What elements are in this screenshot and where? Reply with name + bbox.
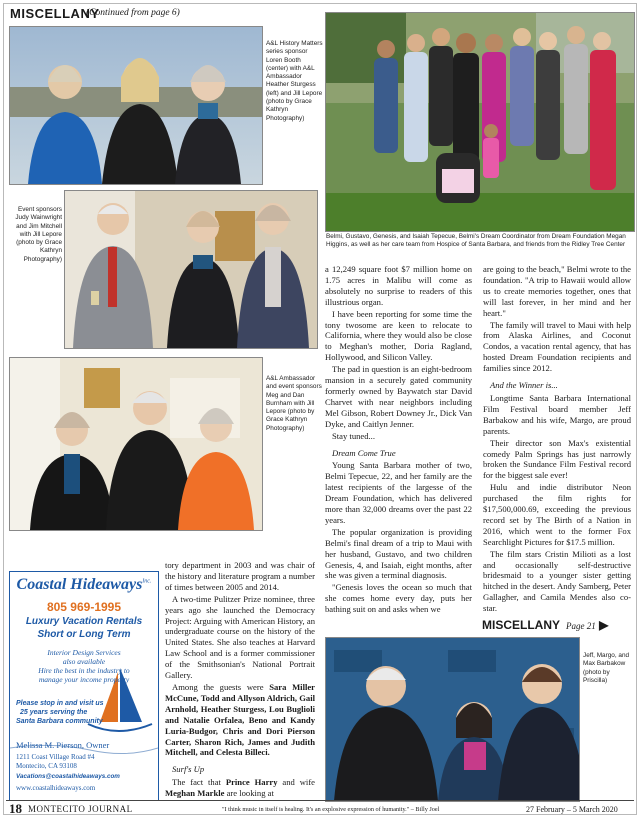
triangle-right-icon: ▶ [599, 618, 609, 632]
subhead-surfs-up: Surf's Up [172, 764, 205, 775]
ad-address1: 1211 Coast Village Road #4 [16, 753, 95, 761]
paragraph: "Genesis loves the ocean so much that she comes home every day, puts her bathing suit on and asks when we [325, 582, 472, 615]
ad-visit1: Please stop in and visit us [16, 700, 104, 707]
photo-burnham-lepore [9, 357, 263, 531]
article-col-middle [325, 264, 472, 616]
paragraph [165, 682, 315, 758]
photo-booth-sturgess-lepore [9, 26, 263, 185]
ad-script2: also available [62, 657, 106, 666]
ad-script1: Interior Design Services [47, 648, 121, 657]
paragraph: I have been reporting for some time the tony twosome are keen to relocate to California, where they would also be close to Meghan's mother, Doria Ragland, Hollywood, and Silicon Valley. [325, 308, 472, 363]
footer-page-number: 18 [9, 801, 22, 816]
continued-box[interactable] [482, 618, 608, 632]
caption-photo4: Belmi, Gustavo, Genesis, and Isaiah Tepecue, Belmi's Dream Coordinator from Dream Foundation Megan Higgins, as well as her care team from Hospice of Santa Barbara, and friends from the Ridley Tree Center [326, 233, 626, 249]
continued-note: (Continued from page 6) [86, 8, 180, 18]
text: and wife [282, 777, 315, 788]
paragraph: Their director son Max's existential comedy Palm Springs has just narrowly broken the Sundance Film Festival record for the biggest sale ever! [483, 437, 631, 481]
ad-phone[interactable]: 805 969-1995 [46, 600, 122, 614]
ad-brand [10, 576, 158, 594]
section-header: MISCELLANY [10, 6, 100, 21]
paragraph: are going to the beach," Belmi wrote to the foundation. "A trip to Hawaii would allow us to create memories together, ones that will last forever, in her mind and her heart." [483, 264, 631, 318]
paragraph [165, 777, 315, 799]
ad-line1: Luxury Vacation Rentals [25, 616, 143, 627]
footer-quote: "I think music in itself is healing. It's an explosive expression of humanity." – Billy Joel [222, 806, 440, 813]
subhead-dream-come-true: Dream Come True [332, 447, 396, 458]
subhead-winner: And the Winner is... [490, 380, 558, 391]
ad-web[interactable]: www.coastalhideaways.com [16, 784, 96, 792]
caption-photo3: A&L Ambassador and event sponsors Meg and Dan Burnham with Jill Lepore (photo by Grace Kathryn Photography) [266, 375, 322, 432]
paragraph: The film stars Cristin Milioti as a lost and occasionally self-destructive bridesmaid to a younger sister getting hitched in the desert. Andy Samberg, Peter Gallagher, and Camila Mendes also co-star. [483, 548, 631, 614]
name: Prince Harry [225, 777, 278, 788]
ad-visit3: Santa Barbara community [16, 718, 103, 725]
caption-photo5: Jeff, Margo, and Max Barbakow (photo by Priscilla) [583, 652, 630, 684]
ad-script4: manage your income property [38, 675, 130, 684]
ad-email[interactable]: Vacations@coastalhideaways.com [16, 773, 120, 780]
paragraph: Stay tuned... [332, 430, 375, 441]
article-col-right [483, 264, 631, 615]
ad-brand-name: Coastal Hideaways [16, 576, 143, 593]
continued-page: Page 21 [566, 621, 596, 631]
footer-publication: MONTECITO JOURNAL [28, 804, 133, 814]
ad-address2: Montecito, CA 93108 [16, 762, 77, 770]
caption-photo2: Event sponsors Judy Wainwright and Jim Mitchell with Jill Lepore (photo by Grace Kathryn Photography) [15, 206, 62, 263]
ad-script3: Hire the best in the industry to [38, 666, 130, 675]
photo-tepecue-family [325, 12, 635, 232]
photo-wainwright-mitchell-lepore [64, 190, 318, 349]
guests-list: Sara Miller McCune, Todd and Allyson Aldrich, Gail Arnhold, Heather Sturgess, Lou Buglioli and Natalie Orfalea, Beno and Kandy Luria-Budgor, Chris and Dori Pierson Carter, Sharon Rich, James and Judith Mitchell, and Celesta Billeci. [165, 681, 315, 758]
footer-rule [6, 800, 634, 801]
continued-label: MISCELLANY [482, 618, 560, 632]
ad-visit2: 25 years serving the [20, 709, 88, 716]
paragraph: The pad in question is an eight-bedroom mansion in a securely gated community formerly owned by Baywatch star David Charvet with near neighbors including Mel Gibson, Robert Downey Jr., Dick Van Dyke, and Caitlyn Jenner. [325, 364, 472, 429]
coastal-hideaways-ad[interactable] [9, 571, 159, 801]
ad-line2: Short or Long Term [37, 629, 131, 640]
paragraph: The family will travel to Maui with help from Alaska Airlines, and Coconut Condos, a vacation rental agency, that has hosted Dream Foundation recipients and families since 2012. [483, 319, 631, 374]
paragraph: Hulu and indie distributor Neon purchased the film rights for $17,500,000.69, exceeding the previous record set by The Birth of a Nation in 2016, which went to the former Fox Searchlight Pictures for $17.5 million. [483, 482, 631, 547]
paragraph: Longtime Santa Barbara International Film Festival board member Jeff Barbakow and his wife, Margo, are proud parents. [483, 392, 631, 436]
paragraph: A two-time Pulitzer Prize nominee, three years ago she launched the Democracy Project: Arguing with American History, an undergraduate course on the history of the United States. She also teaches at Harvard Law School and is a former commissioner of the Smithsonian's National Portrait Gallery. [165, 593, 315, 681]
guests-intro: Among the guests were [172, 681, 264, 692]
paragraph: a 12,249 square foot $7 million home on 1.75 acres in Malibu will come as absolutely no surprise to readers of this illustrious organ. [325, 264, 472, 307]
text: are looking at [226, 788, 274, 799]
name: Meghan Markle [165, 788, 225, 799]
ad-brand-suffix: Inc. [142, 578, 152, 585]
paragraph: Young Santa Barbara mother of two, Belmi Tepecue, 22, and her family are the latest recipients of the largesse of the Dream Foundation, which has delivered more than 32,000 dreams over the past 22 years. [325, 460, 472, 525]
caption-photo1: A&L History Matters series sponsor Loren Booth (center) with A&L Ambassador Heather Sturgess (left) and Jill Lepore (photo by Grace Kathryn Photography) [266, 40, 323, 122]
footer-dates: 27 February – 5 March 2020 [526, 805, 618, 814]
text: The fact that [172, 777, 221, 788]
ad-owner: Melissa M. Pierson, Owner [16, 740, 110, 750]
paragraph: The popular organization is providing Belmi's final dream of a trip to Maui with her husband, Gustavo, and two children Genesis, 4, and Isaiah, eight months, after she was given a terminal diagnosis. [325, 526, 472, 581]
photo-barbakow-family [325, 637, 580, 802]
paragraph: tory department in 2003 and was chair of the history and literature program a number of times between 2005 and 2014. [165, 560, 315, 592]
article-col-left-top [165, 560, 315, 800]
